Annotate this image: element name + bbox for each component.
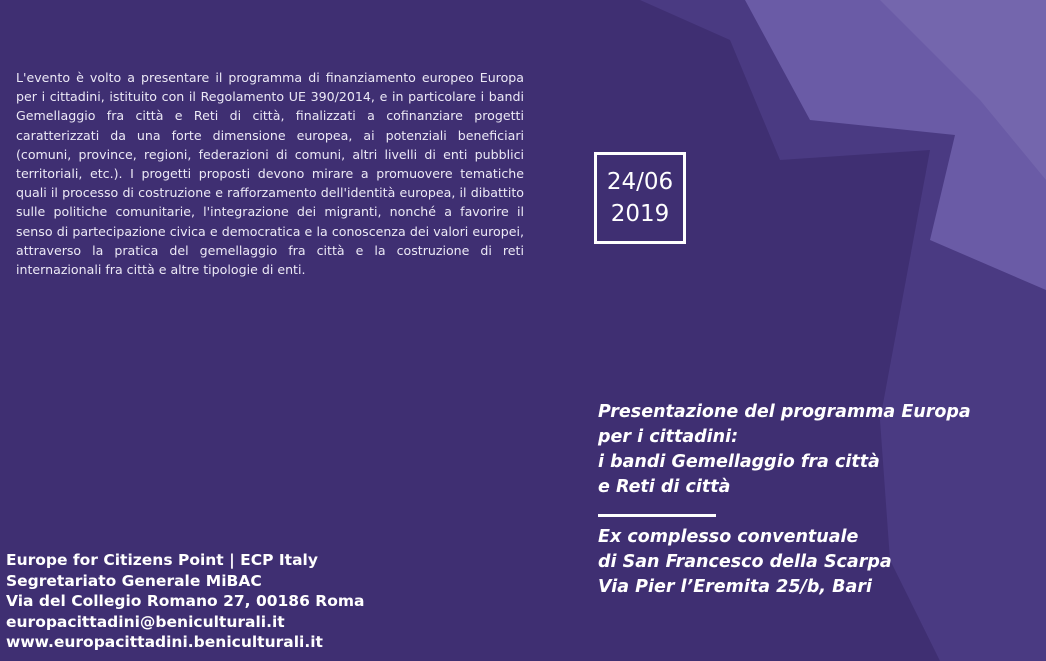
event-title-line-4: e Reti di città xyxy=(598,477,731,497)
event-title-line-1: Presentazione del programma Europa xyxy=(598,402,971,422)
contact-address: Via del Collegio Romano 27, 00186 Roma xyxy=(6,592,365,610)
event-title-line-2: per i cittadini: xyxy=(598,427,739,447)
venue-line-3: Via Pier l’Eremita 25/b, Bari xyxy=(598,577,872,597)
contact-org: Europe for Citizens Point | ECP Italy xyxy=(6,551,318,569)
divider-rule xyxy=(598,514,716,517)
contact-email-link[interactable]: europacittadini@beniculturali.it xyxy=(6,612,285,631)
intro-paragraph: L'evento è volto a presentare il programma di finanziamento europeo Europa per i cittadini, istituito con il Regolamento UE 390/2014, e in particolare i bandi Gemellaggio fra città e Reti di città, finalizzati a cofinanziare progetti caratterizzati da una forte dimensione europea, ai potenziali beneficiari (comuni, province, regioni, federazioni di comuni, altri livelli di enti pubblici territoriali, etc.). I progetti proposti devono mirare a promuovere tematiche quali il processo di costruzione e rafforzamento dell'identità europea, il dibattito sulle politiche comunitarie, l'integrazione dei migranti, nonché a favorire il senso di partecipazione civica e democratica e la conoscenza dei valori europei, attraverso la pratica del gemellaggio fra città e la costruzione di reti internazionali fra città e altre tipologie di enti. xyxy=(16,70,524,278)
contact-block xyxy=(6,550,364,653)
contact-dept: Segretariato Generale MiBAC xyxy=(6,571,262,590)
contact-website-link[interactable]: www.europacittadini.beniculturali.it xyxy=(6,633,323,651)
date-year: 2019 xyxy=(610,201,670,227)
venue-line-1: Ex complesso conventuale xyxy=(598,527,859,547)
event-title-line-3: i bandi Gemellaggio fra città xyxy=(598,452,880,472)
date-box xyxy=(594,152,686,244)
event-info xyxy=(598,400,1043,600)
venue-line-2: di San Francesco della Scarpa xyxy=(598,552,892,572)
date-day-month: 24/06 xyxy=(606,169,674,195)
